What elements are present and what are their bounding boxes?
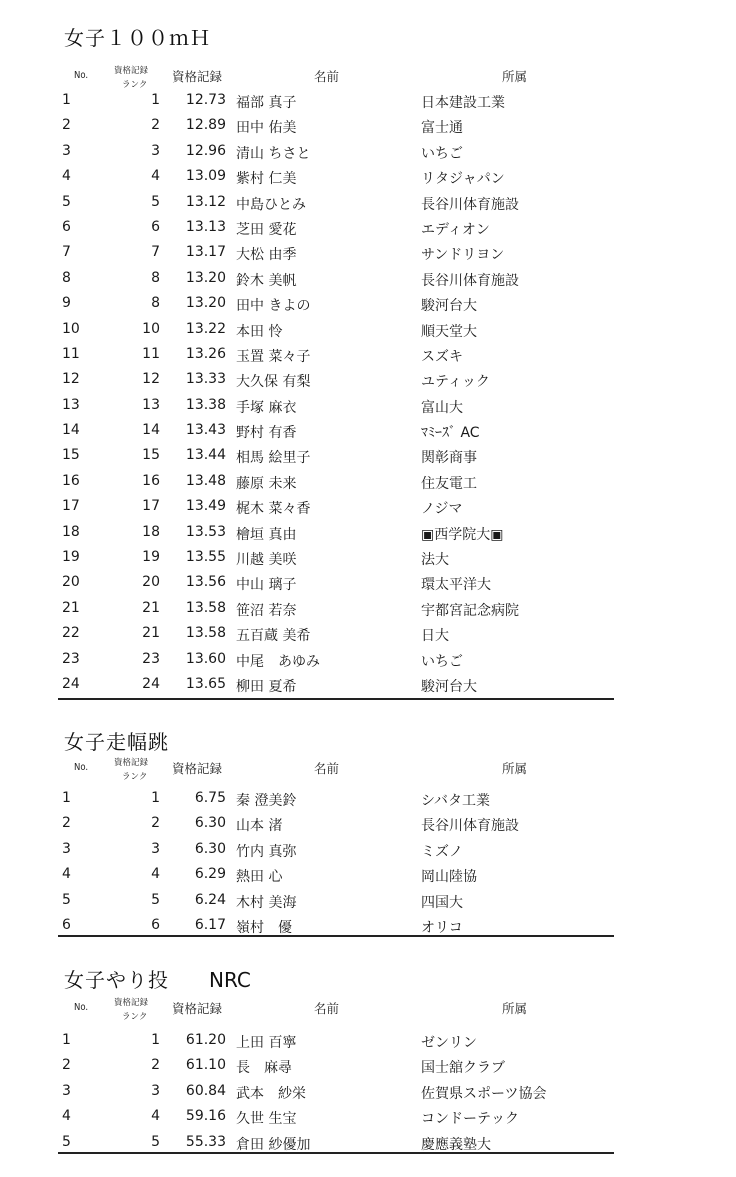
cell-record: 13.44 [185,447,226,464]
cell-affiliation: コンドーテック [421,1111,519,1128]
cell-affiliation: 長谷川体育施設 [421,818,519,835]
cell-no: 16 [62,472,80,489]
table-row [58,647,614,672]
table-row [58,291,614,316]
cell-record: 13.13 [185,218,226,235]
table-rows [58,88,614,697]
section-title [64,22,211,51]
cell-no: 12 [62,371,80,388]
cell-rank: 21 [142,599,160,616]
cell-rank: 12 [142,371,160,388]
table-row [58,786,614,811]
table-row [58,888,614,913]
cell-record: 6.29 [194,866,226,883]
table-row [58,418,614,443]
table-row [58,266,614,291]
header-no: No. [74,1002,89,1013]
cell-affiliation: オリコ [421,919,463,936]
cell-affiliation: 環太平洋大 [421,577,491,594]
cell-rank: 6 [151,916,160,933]
cell-affiliation: 住友電工 [421,475,477,492]
cell-rank: 1 [151,1032,160,1048]
header-record: 資格記録 [172,1001,223,1016]
cell-rank: 10 [142,320,160,337]
cell-affiliation: ユティック [421,374,490,391]
cell-name: 藤原 未来 [236,475,297,492]
cell-rank: 11 [142,345,160,362]
table-row [58,113,614,138]
table-row [58,393,614,418]
header-rank-line1: 資格記録 [114,998,149,1008]
cell-rank: 19 [142,549,160,566]
cell-no: 9 [62,295,71,312]
cell-rank: 7 [151,244,160,261]
cell-affiliation: 長谷川体育施設 [421,272,519,289]
header-name: 名前 [314,69,340,84]
table-header [58,996,614,1032]
cell-name: 田中 佑美 [236,120,297,137]
cell-affiliation: リタジャパン [421,171,505,188]
cell-record: 13.65 [185,675,226,692]
cell-no: 13 [62,396,80,413]
cell-record: 13.20 [185,269,226,286]
cell-name: 清山 ちさと [236,145,311,162]
section-divider [58,698,614,700]
cell-rank: 3 [151,1082,160,1099]
table-row [58,342,614,367]
cell-name: 檜垣 真由 [236,526,297,543]
cell-rank: 17 [142,498,160,515]
cell-affiliation: 関彰商事 [421,450,477,467]
header-record: 資格記録 [172,69,223,84]
cell-rank: 4 [151,168,160,185]
table-row [58,443,614,468]
cell-no: 10 [62,320,80,337]
cell-record: 13.33 [185,371,226,388]
table-row [58,621,614,646]
cell-no: 5 [62,891,71,908]
table-row [58,520,614,545]
cell-affiliation: ノジマ [421,501,463,518]
cell-name: 芝田 愛花 [236,221,297,238]
cell-no: 3 [62,840,71,857]
cell-no: 17 [62,498,80,515]
cell-affiliation: シバタ工業 [421,793,491,809]
table-row [58,1104,614,1129]
cell-record: 13.58 [185,625,226,642]
table-row [58,672,614,697]
cell-record: 13.12 [185,193,226,210]
cell-no: 21 [62,599,80,616]
table-row [58,570,614,595]
cell-affiliation: 岡山陸協 [421,869,477,886]
cell-rank: 8 [151,295,160,312]
table-row [58,837,614,862]
cell-record: 12.89 [185,117,226,134]
section-divider [58,935,614,937]
cell-affiliation: いちご [421,653,463,670]
table-row [58,215,614,240]
table-rows [58,786,614,938]
cell-name: 倉田 紗優加 [236,1136,311,1153]
cell-name: 笹沼 若奈 [236,602,297,619]
cell-no: 18 [62,523,80,540]
cell-name: 中山 璃子 [236,577,297,594]
cell-rank: 14 [142,422,160,439]
cell-affiliation: 日本建設工業 [421,95,505,111]
cell-name: 大松 由季 [236,247,297,264]
cell-name: 紫村 仁美 [236,171,297,188]
cell-no: 3 [62,142,71,159]
cell-rank: 24 [142,675,160,692]
cell-name: 中島ひとみ [236,196,306,213]
header-no: No. [74,762,89,773]
cell-affiliation: 順天堂大 [421,323,477,340]
cell-affiliation: 佐賀県スポーツ協会 [421,1085,547,1102]
header-rank-line1: 資格記録 [114,758,149,768]
cell-rank: 23 [142,650,160,667]
cell-no: 5 [62,1133,71,1150]
header-rank-line2: ランク [122,772,148,782]
header-record: 資格記録 [172,761,223,776]
table-row [58,367,614,392]
cell-no: 22 [62,625,80,642]
cell-no: 11 [62,345,80,362]
table-row [58,1028,614,1053]
cell-affiliation: 宇都宮記念病院 [421,602,519,619]
cell-no: 5 [62,193,71,210]
cell-rank: 4 [151,1108,160,1125]
cell-name: 嶺村 優 [236,919,292,936]
cell-record: 13.55 [185,549,226,566]
section-title [64,726,169,755]
cell-record: 13.48 [185,472,226,489]
cell-affiliation: サンドリヨン [421,247,505,264]
section-title-text: 女子１００ｍＨ [64,26,211,50]
cell-rank: 16 [142,472,160,489]
header-rank-line2: ランク [122,1012,148,1022]
section-title [64,964,251,993]
cell-name: 熱田 心 [236,869,283,886]
cell-affiliation: 富士通 [421,120,463,137]
cell-name: 秦 澄美鈴 [236,793,297,809]
cell-record: 6.75 [194,790,226,806]
cell-affiliation: 国士舘クラブ [421,1060,505,1077]
section-divider [58,1152,614,1154]
table-row [58,811,614,836]
cell-affiliation: 長谷川体育施設 [421,196,519,213]
cell-no: 6 [62,916,71,933]
cell-name: 手塚 麻衣 [236,399,297,416]
cell-no: 2 [62,815,71,832]
cell-name: 本田 怜 [236,323,283,340]
cell-rank: 6 [151,218,160,235]
cell-affiliation: ▣西学院大▣ [421,526,504,543]
cell-name: 大久保 有梨 [236,374,311,391]
cell-record: 55.33 [185,1133,226,1150]
header-affiliation: 所属 [502,761,528,776]
cell-name: 田中 きよの [236,298,311,315]
header-affiliation: 所属 [502,1001,528,1016]
cell-rank: 15 [142,447,160,464]
cell-record: 13.43 [185,422,226,439]
cell-record: 13.58 [185,599,226,616]
cell-record: 60.84 [185,1082,226,1099]
section-title-text: 女子走幅跳 [64,730,169,754]
cell-rank: 1 [151,92,160,108]
cell-affiliation: 四国大 [421,894,463,911]
cell-no: 7 [62,244,71,261]
cell-record: 61.20 [185,1032,226,1048]
cell-record: 13.17 [185,244,226,261]
cell-rank: 5 [151,1133,160,1150]
cell-rank: 18 [142,523,160,540]
cell-affiliation: 慶應義塾大 [421,1136,491,1153]
section-title-extra: NRC [209,968,251,992]
cell-no: 8 [62,269,71,286]
cell-affiliation: ﾏﾐｰｽﾞ AC [421,425,480,442]
cell-no: 2 [62,117,71,134]
cell-rank: 13 [142,396,160,413]
cell-no: 6 [62,218,71,235]
header-rank-line1: 資格記録 [114,66,149,76]
header-no: No. [74,70,89,81]
cell-record: 13.56 [185,574,226,591]
cell-name: 川越 美咲 [236,552,297,569]
cell-no: 24 [62,675,80,692]
cell-name: 竹内 真弥 [236,843,297,860]
cell-name: 上田 百寧 [236,1035,297,1051]
cell-record: 6.24 [194,891,226,908]
cell-record: 13.20 [185,295,226,312]
cell-no: 1 [62,790,71,806]
cell-record: 13.60 [185,650,226,667]
cell-record: 13.38 [185,396,226,413]
table-row [58,545,614,570]
cell-rank: 3 [151,840,160,857]
cell-affiliation: ミズノ [421,843,463,860]
cell-no: 3 [62,1082,71,1099]
cell-record: 13.26 [185,345,226,362]
cell-name: 相馬 絵里子 [236,450,311,467]
cell-name: 五百蔵 美希 [236,628,311,645]
cell-affiliation: 駿河台大 [421,678,477,695]
cell-rank: 5 [151,193,160,210]
header-rank-line2: ランク [122,80,148,90]
cell-no: 1 [62,92,71,108]
cell-rank: 3 [151,142,160,159]
table-row [58,190,614,215]
table-row [58,494,614,519]
cell-rank: 2 [151,117,160,134]
cell-rank: 2 [151,815,160,832]
cell-affiliation: エディオン [421,221,490,238]
cell-name: 福部 真子 [236,95,297,111]
cell-rank: 2 [151,1057,160,1074]
cell-affiliation: ゼンリン [421,1035,477,1051]
table-row [58,1079,614,1104]
cell-name: 長 麻尋 [236,1060,292,1077]
cell-affiliation: 日大 [421,628,449,645]
cell-name: 玉置 菜々子 [236,348,311,365]
cell-name: 武本 紗栄 [236,1085,306,1102]
cell-affiliation: 駿河台大 [421,298,477,315]
section-title-text: 女子やり投 [64,968,169,992]
cell-name: 鈴木 美帆 [236,272,297,289]
cell-no: 15 [62,447,80,464]
cell-affiliation: スズキ [421,348,463,365]
cell-record: 59.16 [185,1108,226,1125]
table-row [58,139,614,164]
cell-rank: 20 [142,574,160,591]
table-row [58,88,614,113]
table-row [58,596,614,621]
cell-name: 久世 生宝 [236,1111,297,1128]
cell-rank: 5 [151,891,160,908]
cell-affiliation: 法大 [421,552,449,569]
cell-record: 6.30 [194,815,226,832]
cell-record: 13.09 [185,168,226,185]
cell-no: 2 [62,1057,71,1074]
cell-record: 6.17 [194,916,226,933]
cell-name: 山本 渚 [236,818,283,835]
cell-record: 12.73 [185,92,226,108]
cell-no: 23 [62,650,80,667]
cell-no: 19 [62,549,80,566]
cell-no: 20 [62,574,80,591]
cell-no: 1 [62,1032,71,1048]
table-row [58,240,614,265]
cell-no: 4 [62,866,71,883]
cell-record: 13.22 [185,320,226,337]
cell-affiliation: 富山大 [421,399,463,416]
cell-record: 13.49 [185,498,226,515]
table-row [58,164,614,189]
cell-record: 13.53 [185,523,226,540]
table-rows [58,1028,614,1155]
cell-record: 61.10 [185,1057,226,1074]
cell-record: 12.96 [185,142,226,159]
cell-name: 柳田 夏希 [236,678,297,695]
cell-no: 4 [62,168,71,185]
header-name: 名前 [314,761,340,776]
cell-name: 野村 有香 [236,425,297,442]
cell-rank: 4 [151,866,160,883]
cell-name: 中尾 あゆみ [236,653,320,670]
cell-affiliation: いちご [421,145,463,162]
cell-no: 4 [62,1108,71,1125]
cell-rank: 8 [151,269,160,286]
cell-record: 6.30 [194,840,226,857]
table-row [58,1053,614,1078]
cell-name: 木村 美海 [236,894,297,911]
header-name: 名前 [314,1001,340,1016]
cell-name: 梶木 菜々香 [236,501,311,518]
table-row [58,317,614,342]
cell-no: 14 [62,422,80,439]
cell-rank: 21 [142,625,160,642]
table-row [58,469,614,494]
table-row [58,862,614,887]
cell-rank: 1 [151,790,160,806]
header-affiliation: 所属 [502,69,528,84]
